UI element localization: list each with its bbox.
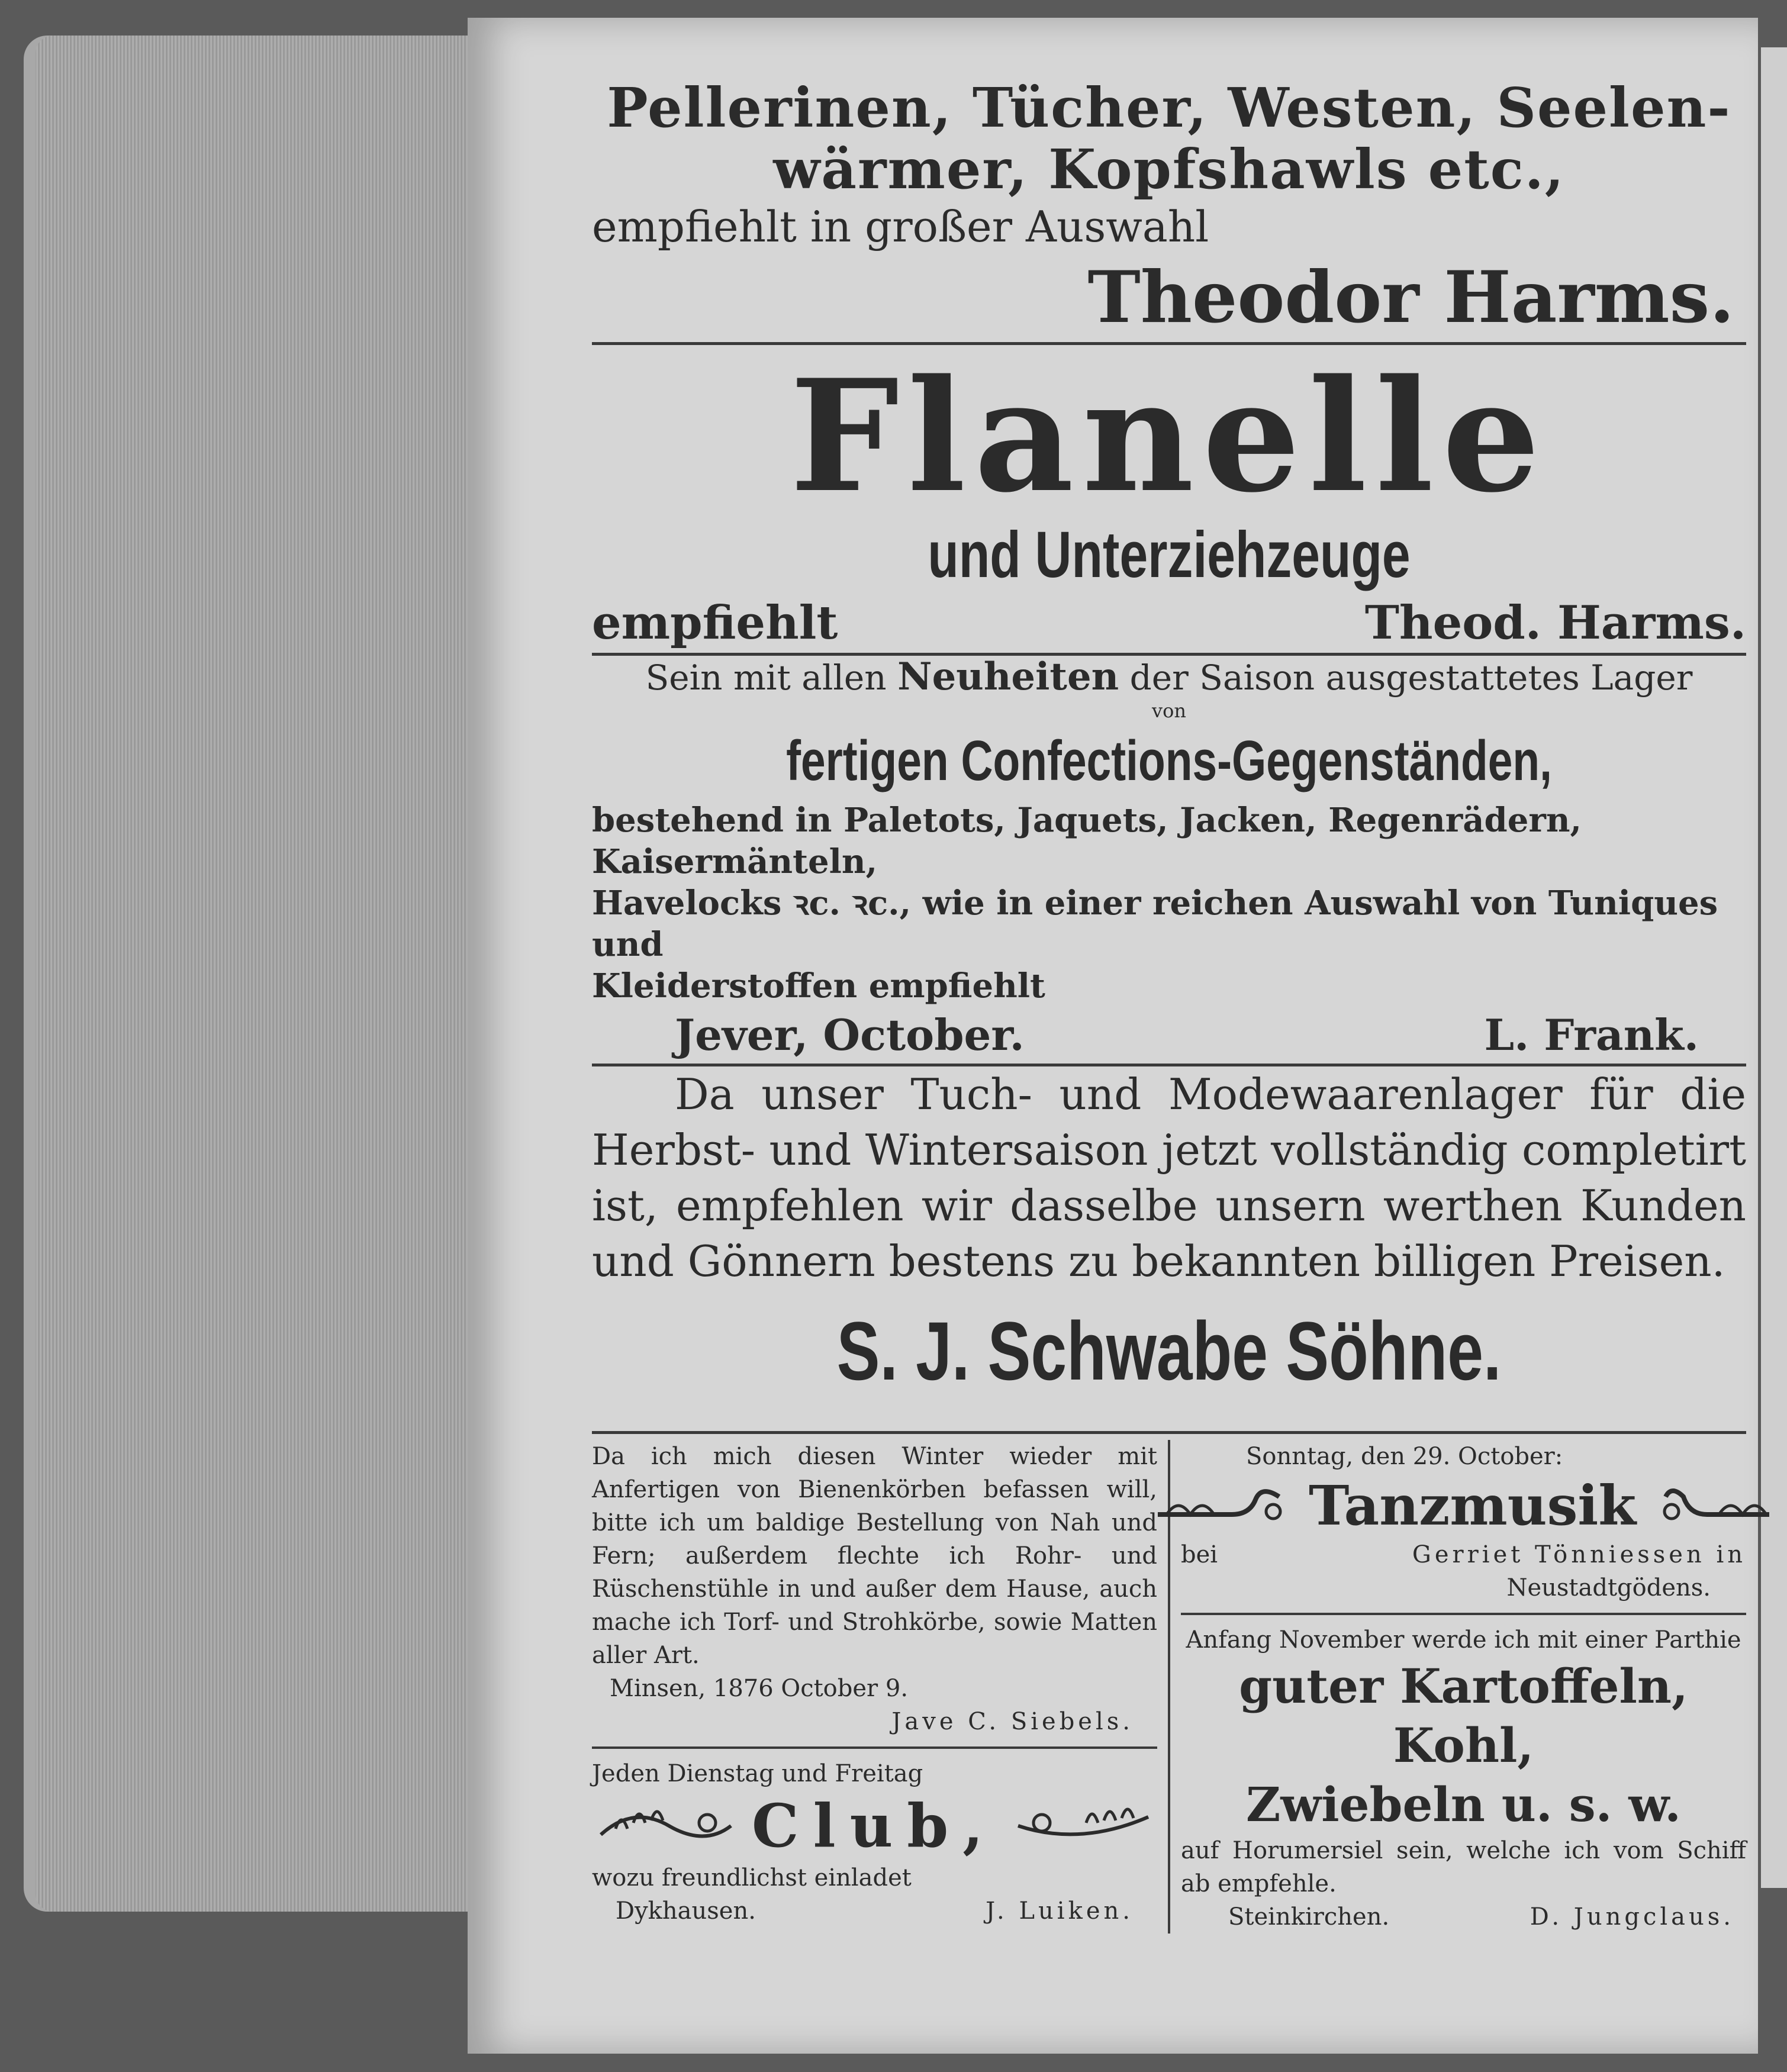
ad2-headline: Flanelle [790,346,1548,527]
ad3-von: von [1152,700,1186,722]
ad1-signature: Theodor Harms. [1087,256,1734,339]
ad4-body-text: Da unser Tuch- und Modewaarenlager für die Herbst- und Wintersaison jetzt vollständig completirt ist, empfehlen wir dasselbe unsern werthen Kunden und Gönnern bestens zu bekannten billigen Preisen. [592,1069,1746,1286]
left-column [592,1440,1157,1934]
kart-head2: Zwiebeln u. s. w. [1245,1777,1682,1832]
ad4-signature: S. J. Schwabe Söhne. [836,1304,1502,1397]
tanz-bei: bei [1181,1541,1218,1568]
kart-head1: guter Kartoffeln, Kohl, [1239,1658,1688,1773]
club-intro: Jeden Dienstag und Freitag [592,1760,923,1787]
divider [1181,1613,1746,1615]
club-word: Club, [751,1791,998,1861]
club-footer [592,1894,1157,1928]
ad3-footer [592,1007,1746,1064]
ad2-lead: empfiehlt [592,596,838,650]
ad-schwabe [592,1066,1746,1407]
book-page-edges [36,36,485,1912]
kart-body: auf Horumersiel sein, welche ich vom Schiff ab empfehle. [1181,1837,1746,1897]
page-content [592,77,1746,1934]
ad3-place: Jever, October. [675,1010,1025,1060]
tanz-host-line [1181,1538,1746,1571]
divider [592,1746,1157,1749]
kart-signature: D. Jungclaus. [1530,1903,1734,1931]
facing-page-strip [1761,47,1787,1888]
bienen-body: Da ich mich diesen Winter wieder mit Anfertigen von Bienenkörben befassen will, bitte ich um baldige Bestellung von Nah und Fern; außerdem flechte ich Rohr- und Rüschenstühle in und außer dem Hause, auch mache ich Torf- und Strohkörbe, sowie Matten aller Art. [592,1443,1157,1669]
ad4-body [592,1066,1746,1289]
bottom-columns [592,1440,1746,1934]
divider [592,1431,1746,1434]
ad1-line2: wärmer, Kopfshawls etc., [773,137,1565,201]
ad3-body1: bestehend in Paletots, Jaquets, Jacken, Regenrädern, Kaisermänteln, [592,801,1582,881]
kart-intro: Anfang November werde ich mit einer Parthie [1186,1626,1741,1654]
right-column [1181,1440,1746,1934]
ad-confections [592,656,1746,1064]
ad3-line1-b: Neuheiten [897,655,1119,699]
bienen-signature: Jave C. Siebels. [891,1708,1134,1735]
flourish-left-icon [1155,1479,1291,1532]
ad3-line1-a: Sein mit allen [645,658,887,698]
ad2-signature: Theod. Harms. [1364,596,1746,650]
club-invite: wozu freundlichst einladet [592,1864,912,1891]
tanz-host: Gerriet Tönniessen in [1412,1541,1746,1568]
ad3-body2: Havelocks ꝛc. ꝛc., wie in einer reichen Auswahl von Tuniques und [592,884,1718,964]
ad3-line1-c: der Saison ausgestattetes Lager [1129,658,1693,698]
club-signature: J. Luiken. [986,1897,1134,1925]
ad3-headline: fertigen Confections-Gegenständen, [786,729,1552,792]
bienen-place-date: Minsen, 1876 October 9. [610,1675,909,1702]
flourish-right-icon [1015,1799,1151,1852]
ad3-line1 [592,656,1746,699]
tanz-word: Tanzmusik [1308,1474,1637,1538]
kart-footer [1181,1900,1746,1934]
flourish-right-icon [1654,1479,1772,1532]
ad3-body3: Kleiderstoffen empfiehlt [592,966,1045,1006]
ad2-footer [592,594,1746,653]
tanz-town: Neustadtgödens. [1506,1574,1711,1601]
flourish-left-icon [598,1799,734,1852]
ad-pellerinen [592,77,1746,342]
ad3-signature: L. Frank. [1484,1010,1699,1060]
kart-place: Steinkirchen. [1228,1903,1390,1931]
ad1-line1: Pellerinen, Tücher, Westen, Seelen- [607,76,1731,140]
club-banner [592,1790,1157,1861]
tanz-date: Sonntag, den 29. October: [1246,1443,1563,1470]
ad-flanelle [592,346,1746,653]
tanz-banner [1181,1473,1746,1538]
club-place: Dykhausen. [616,1897,756,1925]
ad1-line3: empfiehlt in großer Auswahl [592,202,1209,252]
divider [592,342,1746,345]
ad2-subline: und Unterziehzeuge [928,518,1411,591]
